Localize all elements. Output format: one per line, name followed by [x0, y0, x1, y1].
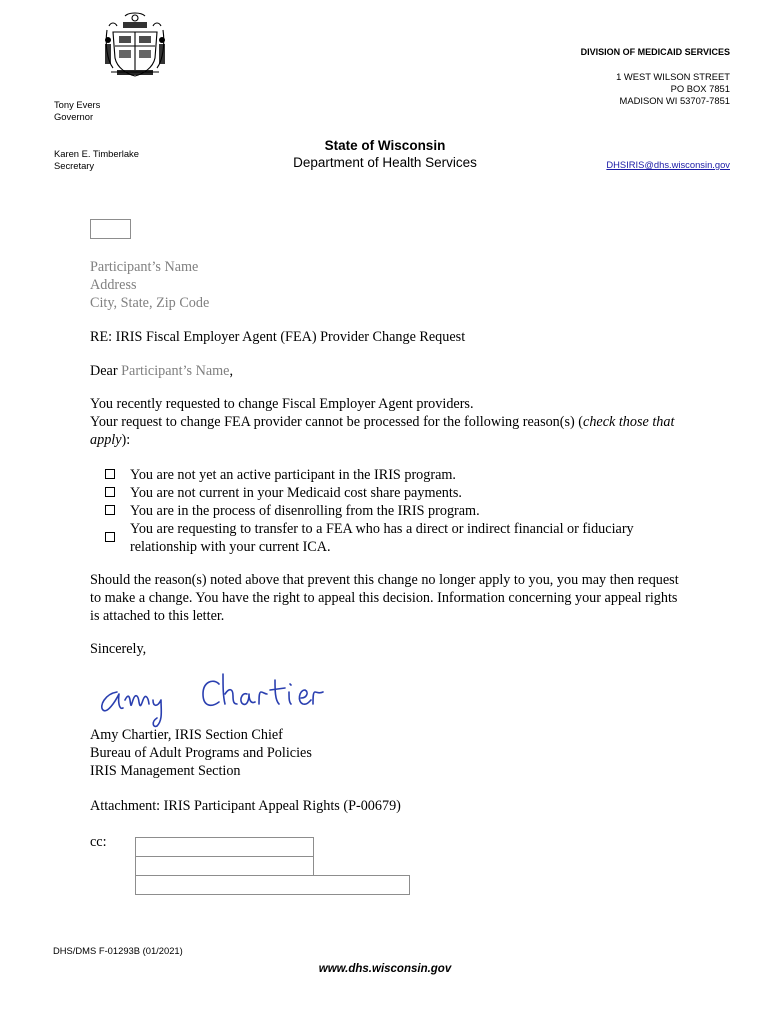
- closing-paragraph: Should the reason(s) noted above that prevent this change no longer apply to you, you may then request to make a change. You have the right to appeal this decision. Information concerning your appeal rights is attached to this letter.: [90, 572, 679, 624]
- reason-label: You are not yet an active participant in the IRIS program.: [130, 467, 456, 483]
- intro-italic-text: check those that apply: [90, 414, 675, 448]
- wisconsin-state-seal-icon: [103, 10, 167, 78]
- intro-paragraph: [90, 395, 690, 449]
- email-link[interactable]: DHSIRIS@dhs.wisconsin.gov: [606, 159, 730, 170]
- address-line: PO BOX 7851: [670, 83, 730, 94]
- signer-line: Bureau of Adult Programs and Policies: [90, 745, 312, 761]
- sincerely: Sincerely,: [90, 641, 147, 657]
- reason-item: [90, 520, 675, 556]
- state-name: State of Wisconsin: [324, 138, 446, 153]
- date-field[interactable]: [90, 219, 131, 239]
- reason-item: [90, 466, 690, 484]
- cc-field[interactable]: [135, 837, 314, 857]
- subject-line: RE: IRIS Fiscal Employer Agent (FEA) Provider Change Request: [90, 329, 466, 345]
- reason-item: [90, 484, 690, 502]
- intro-line: [90, 413, 690, 449]
- secretary-title: Secretary: [54, 160, 95, 171]
- governor-name: Tony Evers: [54, 99, 101, 110]
- recipient-name-field[interactable]: Participant’s Name: [90, 259, 199, 275]
- handwritten-signature: [95, 670, 325, 728]
- cc-field[interactable]: [135, 856, 314, 876]
- reason-label: You are not current in your Medicaid cost share payments.: [130, 485, 462, 501]
- salutation-name-field[interactable]: Participant’s Name: [121, 363, 230, 379]
- reason-checklist: [90, 466, 690, 556]
- attachment-line: Attachment: IRIS Participant Appeal Rights (P-00679): [90, 798, 401, 814]
- salutation-suffix: ,: [229, 363, 234, 379]
- governor-block: [54, 99, 100, 123]
- recipient-city-field[interactable]: City, State, Zip Code: [90, 295, 210, 311]
- signer-block: [90, 726, 690, 780]
- letterhead-title: [0, 138, 770, 171]
- intro-text: Your request to change FEA provider cannot be processed for the following reason(s) (: [90, 414, 584, 430]
- reason-label: You are in the process of disenrolling from the IRIS program.: [130, 503, 480, 519]
- website-link[interactable]: www.dhs.wisconsin.gov: [318, 963, 452, 975]
- reason-checkbox[interactable]: [105, 469, 115, 479]
- reason-checkbox[interactable]: [105, 505, 115, 515]
- cc-label: cc:: [90, 834, 107, 850]
- cc-field[interactable]: [135, 875, 410, 895]
- governor-title: Governor: [54, 111, 94, 122]
- reason-checkbox[interactable]: [105, 532, 115, 542]
- salutation-prefix: Dear: [90, 363, 122, 379]
- secretary-name: Karen E. Timberlake: [54, 148, 139, 159]
- reason-label: You are requesting to transfer to a FEA who has a direct or indirect financial or fiduciary relationship with your current ICA.: [130, 521, 634, 555]
- recipient-address-field[interactable]: Address: [90, 277, 137, 293]
- address-line: MADISON WI 53707-7851: [619, 95, 730, 106]
- signer-line: Amy Chartier, IRIS Section Chief: [90, 727, 283, 743]
- address-line: 1 WEST WILSON STREET: [616, 71, 730, 82]
- division-address: [616, 71, 730, 107]
- reason-checkbox[interactable]: [105, 487, 115, 497]
- department-name: Department of Health Services: [293, 155, 477, 170]
- intro-text: ):: [121, 432, 131, 448]
- salutation: [90, 362, 690, 380]
- form-number: DHS/DMS F-01293B (01/2021): [53, 945, 183, 956]
- intro-line: You recently requested to change Fiscal Employer Agent providers.: [90, 396, 474, 412]
- recipient-block: [90, 258, 690, 312]
- reason-item: [90, 502, 690, 520]
- signer-line: IRIS Management Section: [90, 763, 241, 779]
- division-name: DIVISION OF MEDICAID SERVICES: [580, 47, 730, 57]
